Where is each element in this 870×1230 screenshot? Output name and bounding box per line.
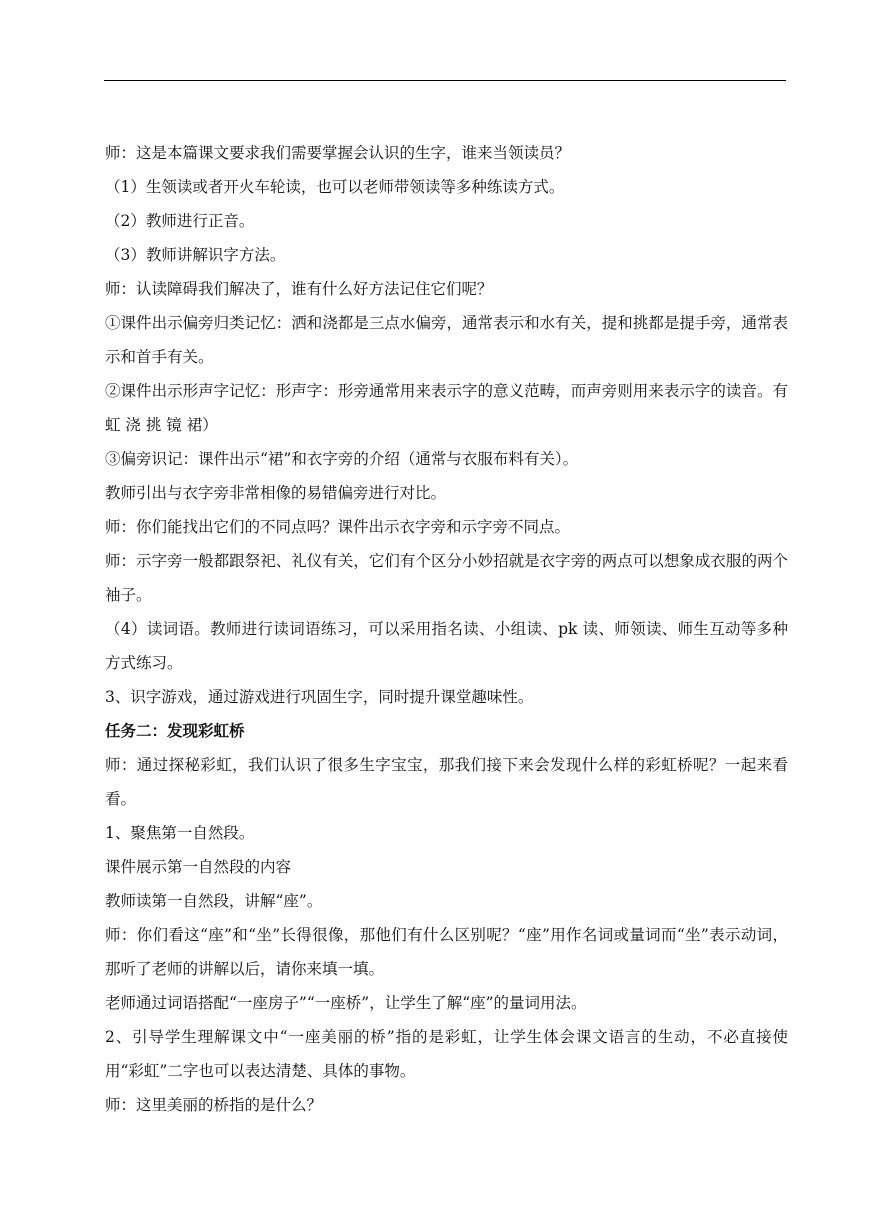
paragraph: 教师引出与衣字旁非常相像的易错偏旁进行对比。 <box>105 484 447 502</box>
paragraph: ①课件出示偏旁归类记忆：洒和浇都是三点水偏旁，通常表示和水有关，提和挑都是提手旁，通常表示和首手有关。 <box>105 314 788 366</box>
paragraph: 教师读第一自然段，讲解“座”。 <box>105 892 323 910</box>
header-rule <box>104 80 786 81</box>
paragraph: （2）教师进行正音。 <box>105 212 255 230</box>
paragraph: 师：认读障碍我们解决了，谁有什么好方法记住它们呢？ <box>105 280 493 298</box>
paragraph: ③偏旁识记：课件出示“裙”和衣字旁的介绍（通常与衣服布料有关）。 <box>105 450 579 468</box>
paragraph: 3、识字游戏，通过游戏进行巩固生字，同时提升课堂趣味性。 <box>105 688 534 706</box>
paragraph: 课件展示第一自然段的内容 <box>105 858 292 876</box>
section-heading: 任务二：发现彩虹桥 <box>105 721 245 740</box>
document-body <box>105 136 788 1122</box>
paragraph: 1、聚焦第一自然段。 <box>105 824 255 842</box>
paragraph: （3）教师讲解识字方法。 <box>105 246 286 264</box>
paragraph: 师：你们能找出它们的不同点吗？课件出示衣字旁和示字旁不同点。 <box>105 518 571 536</box>
paragraph: （1）生领读或者开火车轮读，也可以老师带领读等多种练读方式。 <box>105 178 565 196</box>
paragraph: 师：这是本篇课文要求我们需要掌握会认识的生字，谁来当领读员？ <box>105 144 571 162</box>
paragraph: 师：你们看这“座”和“坐”长得很像，那他们有什么区别呢？“座”用作名词或量词而“坐”表示动词，那听了老师的讲解以后，请你来填一填。 <box>105 926 788 978</box>
paragraph: 师：这里美丽的桥指的是什么？ <box>105 1096 323 1114</box>
paragraph: 2、引导学生理解课文中“一座美丽的桥”指的是彩虹，让学生体会课文语言的生动，不必直接使用“彩虹”二字也可以表达清楚、具体的事物。 <box>105 1028 788 1080</box>
paragraph: 师：示字旁一般都跟祭祀、礼仪有关，它们有个区分小妙招就是衣字旁的两点可以想象成衣服的两个袖子。 <box>105 552 788 604</box>
paragraph: 老师通过词语搭配“一座房子”“一座桥”，让学生了解“座”的量词用法。 <box>105 994 587 1012</box>
paragraph: （4）读词语。教师进行读词语练习，可以采用指名读、小组读、pk 读、师领读、师生互动等多种方式练习。 <box>105 620 788 672</box>
paragraph: 师：通过探秘彩虹，我们认识了很多生字宝宝，那我们接下来会发现什么样的彩虹桥呢？一起来看看。 <box>105 756 788 808</box>
paragraph: ②课件出示形声字记忆：形声字：形旁通常用来表示字的意义范畴，而声旁则用来表示字的读音。有虹 浇 挑 镜 裙） <box>105 382 788 434</box>
